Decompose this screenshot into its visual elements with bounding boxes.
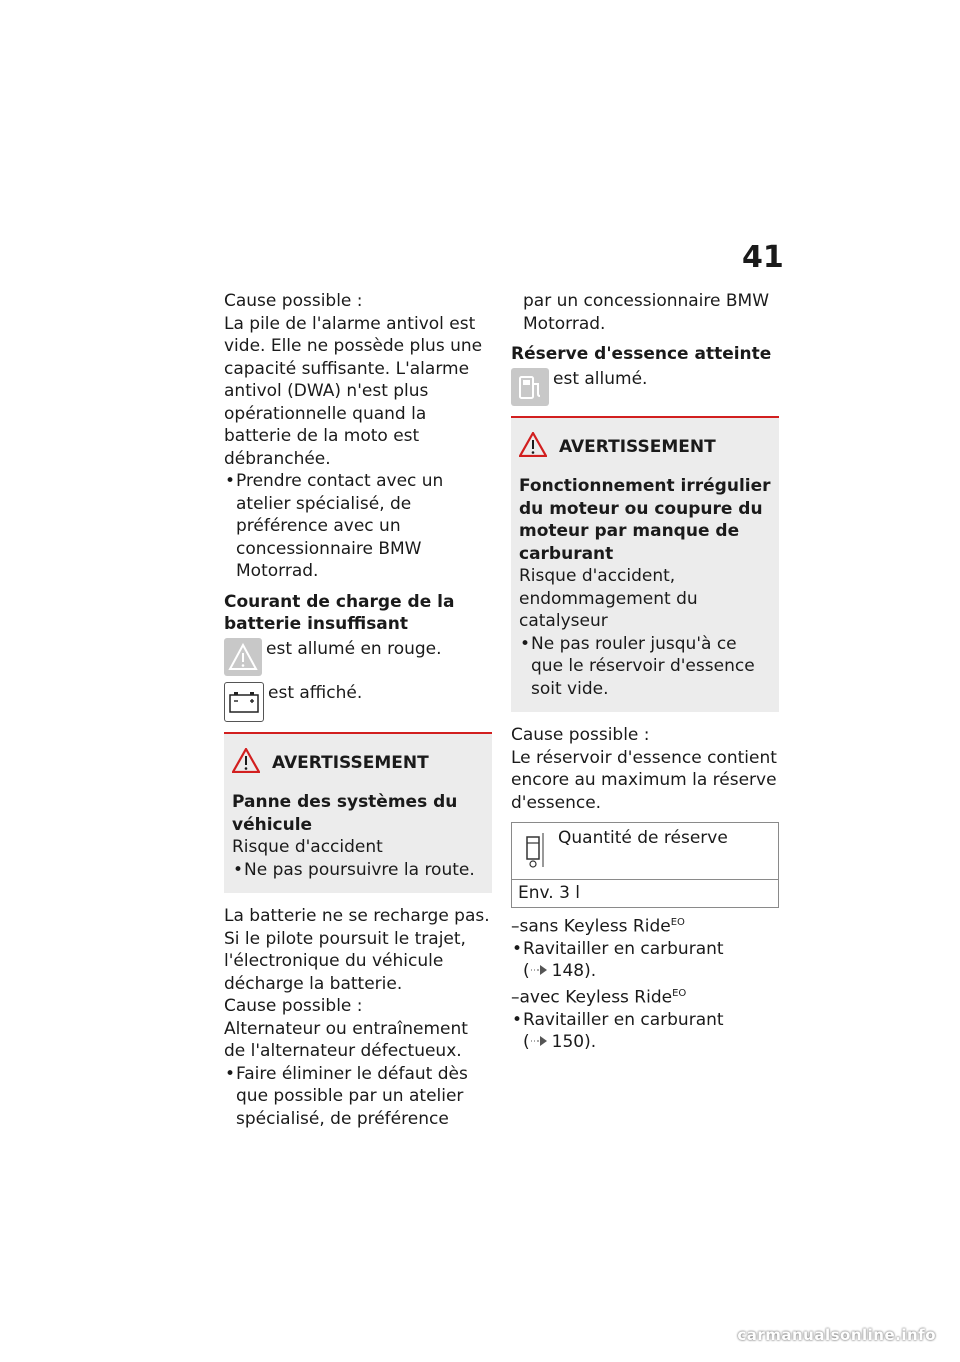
page-number: 41 (742, 240, 784, 275)
general-warning-light-icon (224, 638, 262, 676)
page-reference: ( 150). (523, 1032, 597, 1053)
cause-label: Cause possible : (224, 996, 363, 1016)
indicator-row (224, 682, 492, 722)
cause-label: Cause possible : (511, 725, 650, 745)
reserve-label: Quantité de réserve (558, 828, 728, 848)
left-column (224, 290, 492, 1130)
indicator-text: est allumé. (553, 368, 648, 389)
indicator-row (511, 368, 779, 406)
variant-label: –sans Keyless Ride$^{EO}$ (511, 916, 685, 937)
cause-text: Alternateur ou entraînement de l'alternateur défectueux. (224, 1018, 468, 1061)
bullet-icon: • (520, 633, 531, 654)
eo-superscript: EO (670, 916, 685, 928)
bullet-icon: • (233, 859, 244, 880)
list-item: • Ne pas poursuivre la route. (233, 859, 475, 880)
fuel-reserve-icon (512, 823, 558, 879)
warning-risk: Risque d'accident, endommagement du catalyseur (519, 566, 698, 631)
bullet-icon: • (512, 1009, 523, 1030)
list-item: • Ravitailler en carburant (512, 1009, 724, 1030)
cause-text: Le réservoir d'essence contient encore au maximum la réserve d'essence. (511, 747, 777, 813)
body-text: La batterie ne se recharge pas. Si le pilote poursuit le trajet, l'électronique du véhicule décharge la batterie. (224, 906, 490, 994)
indicator-text: est allumé en rouge. (266, 638, 442, 659)
page-arrow-icon (530, 964, 548, 976)
page-reference: ( 148). (523, 961, 597, 982)
indicator-row (224, 638, 492, 676)
reserve-table-header (512, 823, 778, 880)
list-item: • Faire éliminer le défaut dès que possible par un atelier spécialisé, de préférence (225, 1063, 468, 1129)
fuel-pump-icon (511, 368, 549, 406)
continued-text: par un concessionnaire BMW Motorrad. (523, 291, 770, 334)
reserve-value: Env. 3 l (518, 883, 581, 903)
section-heading: Réserve d'essence atteinte (511, 344, 772, 364)
list-item: • Ravitailler en carburant (512, 938, 724, 959)
warning-triangle-icon (232, 748, 260, 780)
battery-icon (224, 682, 264, 722)
watermark-logo: carmanualsonline.info (737, 1326, 936, 1344)
reserve-table (511, 822, 779, 908)
section-heading: Courant de charge de la batterie insuffisant (224, 591, 455, 634)
warning-subtitle: Panne des systèmes du véhicule (232, 792, 458, 835)
cause-text: La pile de l'alarme antivol est vide. Elle ne possède plus une capacité suffisante. L'alarme antivol (DWA) n'est plus opérationnelle quand la batterie de la moto est débranchée. (224, 313, 483, 469)
bullet-icon: • (225, 1063, 236, 1084)
warning-heading: AVERTISSEMENT (519, 432, 771, 464)
bullet-icon: • (225, 471, 236, 491)
bullet-icon: • (512, 938, 523, 959)
warning-heading: AVERTISSEMENT (232, 748, 484, 780)
warning-risk: Risque d'accident (232, 837, 383, 857)
right-column (511, 290, 779, 1054)
variant-label: –avec Keyless Ride$^{EO}$ (511, 987, 687, 1008)
indicator-text: est affiché. (268, 682, 363, 703)
warning-box (511, 416, 779, 713)
page-arrow-icon (530, 1035, 548, 1047)
list-item: • Ne pas rouler jusqu'à ce que le réservoir d'essence soit vide. (520, 633, 755, 699)
warning-subtitle: Fonctionnement irrégulier du moteur ou coupure du moteur par manque de carburant (519, 476, 771, 564)
list-item: • Prendre contact avec un atelier spécialisé, de préférence avec un concessionnaire BMW Motorrad. (225, 471, 444, 581)
eo-superscript: EO (672, 987, 687, 999)
warning-triangle-icon (519, 432, 547, 464)
warning-box (224, 732, 492, 894)
cause-label: Cause possible : (224, 291, 363, 311)
